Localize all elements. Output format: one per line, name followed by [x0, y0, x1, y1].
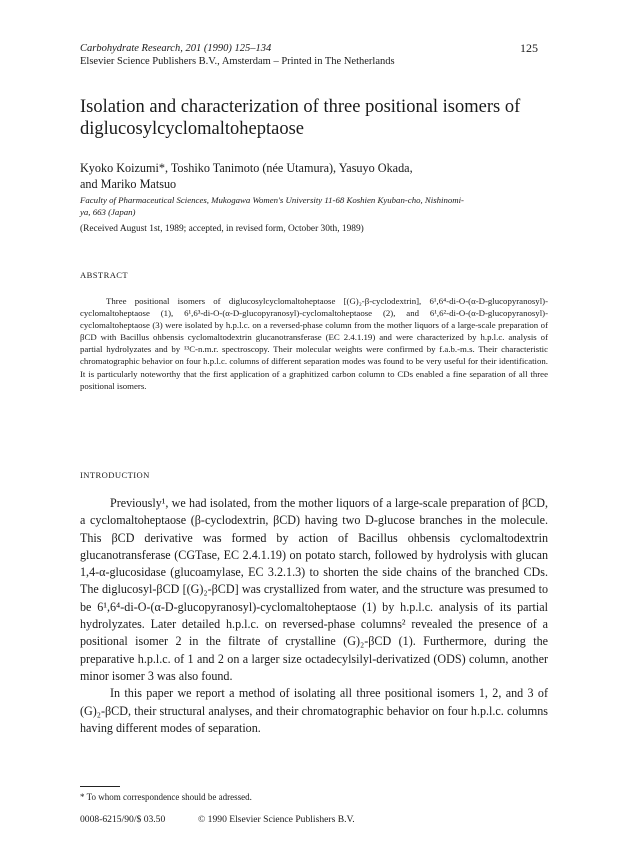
- introduction-body: [80, 495, 548, 737]
- abstract-heading: ABSTRACT: [80, 270, 129, 280]
- title-line-2: diglucosylcyclomaltoheptaose: [80, 119, 304, 139]
- affiliation-line-1: Faculty of Pharmaceutical Sciences, Mukogawa Women's University 11-68 Koshien Kyuban-cho, Nishinomi-: [80, 195, 464, 205]
- intro-paragraph-1: Previously¹, we had isolated, from the mother liquors of a large-scale preparation of βCD, a cyclomaltoheptaose (β-cyclodextrin, βCD) having two D-glucose branches in the molecule. This βCD derivative was formed by action of Bacillus ohbensis cyclomaltodextrin glucanotransferase (CGTase, EC 2.4.1.19) on potato starch, followed by hydrolysis with glucan 1,4-α-glucosidase (glucoamylase, EC 3.2.1.3) to shorten the side chains of the branched CDs. The diglucosyl-βCD [(G)₂-βCD] was crystallized from water, and the structure was presumed to be 6¹,6⁴-di-O-(α-D-glucopyranosyl)-cyclomaltoheptaose (1) by h.p.l.c. analysis of its partial hydrolyzates. Later detailed h.p.l.c. on reversed-phase columns² revealed the presence of a positional isomer 2 in the filtrate of crystalline (G)₂-βCD (1). Furthermore, during the preparative h.p.l.c. of 1 and 2 on a larger size octadecylsilyl-derivatized (ODS) column, another minor isomer 3 was also found.: [80, 496, 548, 683]
- author-list: [80, 160, 550, 192]
- publisher-line: Elsevier Science Publishers B.V., Amsterdam – Printed in The Netherlands: [80, 56, 395, 67]
- correspondence-footnote: * To whom correspondence should be adressed.: [80, 792, 252, 802]
- received-dates: (Received August 1st, 1989; accepted, in revised form, October 30th, 1989): [80, 224, 364, 234]
- authors-line-2: and Mariko Matsuo: [80, 177, 177, 191]
- footnote-rule: [80, 786, 120, 787]
- title-line-1: Isolation and characterization of three positional isomers of: [80, 97, 521, 117]
- page-number: 125: [520, 41, 538, 55]
- issn-price: 0008-6215/90/$ 03.50: [80, 814, 166, 825]
- authors-line-1: Kyoko Koizumi*, Toshiko Tanimoto (née Utamura), Yasuyo Okada,: [80, 161, 413, 175]
- journal-citation: Carbohydrate Research, 201 (1990) 125–134: [80, 43, 272, 54]
- article-title: [80, 96, 550, 140]
- copyright-line: © 1990 Elsevier Science Publishers B.V.: [198, 814, 355, 825]
- affiliation: [80, 194, 550, 218]
- affiliation-line-2: ya, 663 (Japan): [80, 207, 136, 217]
- journal-header: [80, 42, 395, 68]
- abstract-text: Three positional isomers of diglucosylcyclomaltoheptaose [(G)₂-β-cyclodextrin], 6¹,6⁴-di-O-(α-D-glucopyranosyl)-cyclomaltoheptaose (1), 6¹,6³-di-O-(α-D-glucopyranosyl)-cyclomaltoheptaose (2), and 6¹,6²-di-O-(α-D-glucopyranosyl)-cyclomaltoheptaose (3) were isolated by h.p.l.c. on a reversed-phase column from the mother liquors of a large-scale preparation of βCD with Bacillus ohbensis cyclomaltodextrin glucanotransferase (EC 2.4.1.19) and were characterized by h.p.l.c. analysis of partial hydrolyzates and by ¹³C-n.m.r. spectroscopy. Their molecular weights were confirmed by f.a.b.-m.s. Their characteristic chromatographic behavior on four h.p.l.c. columns of different separation modes was found to be very useful for their identification. It is particularly noteworthy that the first application of a graphitized carbon column to CDs enabled a fine separation of all three positional isomers.: [80, 296, 548, 391]
- intro-paragraph-2: In this paper we report a method of isolating all three positional isomers 1, 2, and 3 of (G)₂-βCD, their structural analyses, and their chromatographic behavior on four h.p.l.c. columns having different modes of separation.: [80, 686, 548, 735]
- introduction-heading: INTRODUCTION: [80, 470, 150, 480]
